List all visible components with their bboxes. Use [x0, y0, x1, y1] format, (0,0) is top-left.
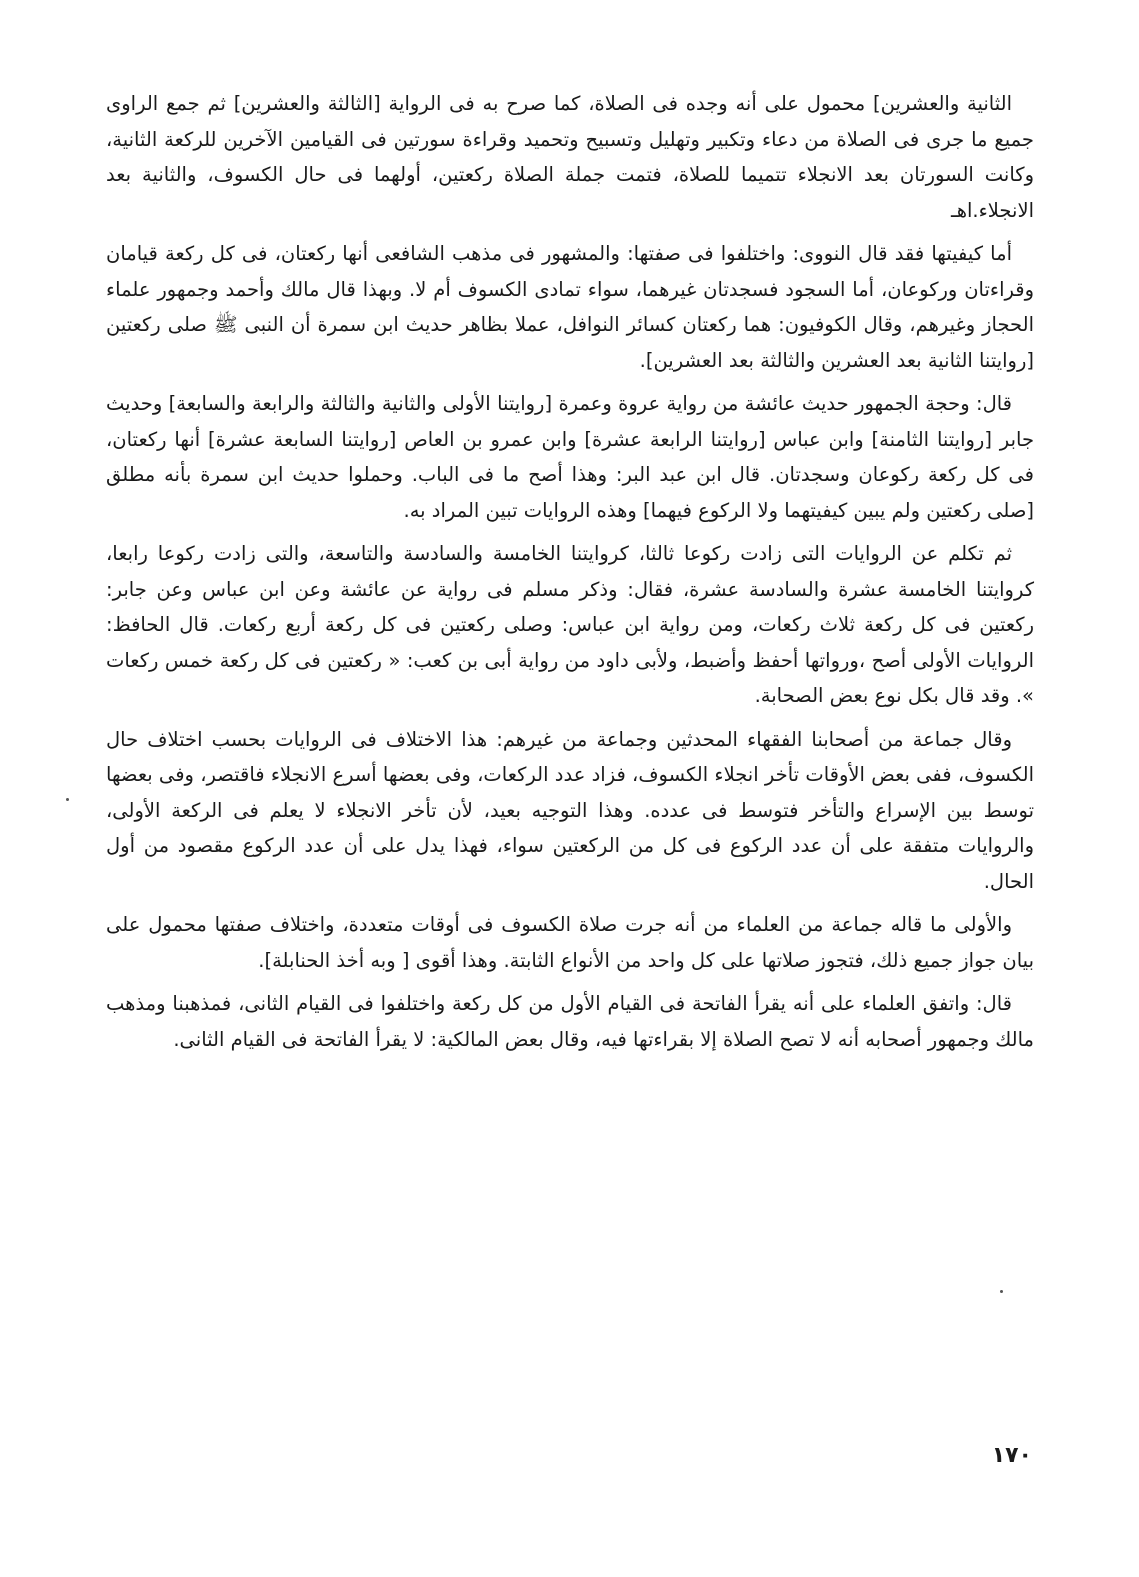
paragraph-3: قال: وحجة الجمهور حديث عائشة من رواية عروة وعمرة [روايتنا الأولى والثانية والثالثة والرابعة والسابعة] وحديث جابر [روايتنا الثامنة] وابن عباس [روايتنا الرابعة عشرة] وابن عمرو بن العاص [روايتنا السابعة عشرة] أنها ركعتان، فى كل ركعة ركوعان وسجدتان. قال ابن عبد البر: وهذا أصح ما فى الباب. وحملوا حديث ابن سمرة بأنه مطلق [صلى ركعتين ولم يبين كيفيتهما ولا الركوع فيهما] وهذه الروايات تبين المراد به. — [106, 392, 1034, 522]
paragraph-7: قال: واتفق العلماء على أنه يقرأ الفاتحة فى القيام الأول من كل ركعة واختلفوا فى القيام الثانى، فمذهبنا ومذهب مالك وجمهور أصحابه أنه لا تصح الصلاة إلا بقراءتها فيه، وقال بعض المالكية: لا يقرأ الفاتحة فى القيام الثانى. — [106, 992, 1034, 1051]
paragraph-2: أما كيفيتها فقد قال النووى: واختلفوا فى صفتها: والمشهور فى مذهب الشافعى أنها ركعتان، فى كل ركعة قيامان وقراءتان وركوعان، أما السجود فسجدتان غيرهما، سواء تمادى الكسوف أم لا. وبهذا قال مالك وأحمد وجمهور علماء الحجاز وغيرهم، وقال الكوفيون: هما ركعتان كسائر النوافل، عملا بظاهر حديث ابن سمرة أن النبى ﷺ صلى ركعتين [روايتنا الثانية بعد العشرين والثالثة بعد العشرين]. — [106, 242, 1034, 372]
page-number: ١٧٠ — [991, 1443, 1032, 1468]
body-text — [106, 86, 1034, 1057]
paragraph-5: وقال جماعة من أصحابنا الفقهاء المحدثين وجماعة من غيرهم: هذا الاختلاف فى الروايات بحسب اختلاف حال الكسوف، ففى بعض الأوقات تأخر انجلاء الكسوف، فزاد عدد الركعات، وفى بعضها أسرع الانجلاء فاقتصر، وفى بعضها توسط بين الإسراع والتأخر فتوسط فى عدده. وهذا التوجيه بعيد، لأن تأخر الانجلاء لا يعلم فى الركعة الأولى، والروايات متفقة على أن عدد الركوع فى كل من الركعتين سواء، فهذا يدل على أن عدد الركوع مقصود من أول الحال. — [106, 727, 1034, 893]
paragraph-4: ثم تكلم عن الروايات التى زادت ركوعا ثالثا، كروايتنا الخامسة والسادسة والتاسعة، والتى زادت ركوعا رابعا، كروايتنا الخامسة عشرة والسادسة عشرة، فقال: وذكر مسلم فى رواية عن عائشة وعن ابن عباس وعن جابر: ركعتين فى كل ركعة ثلاث ركعات، ومن رواية ابن عباس: وصلى ركعتين فى كل ركعة أربع ركعات. قال الحافظ: الروايات الأولى أصح ،ورواتها أحفظ وأضبط، ولأبى داود من رواية أبى بن كعب: « ركعتين فى كل ركعة خمس ركعات ». وقد قال بكل نوع بعض الصحابة. — [106, 542, 1034, 707]
scan-speck — [66, 798, 69, 801]
paragraph-6: والأولى ما قاله جماعة من العلماء من أنه جرت صلاة الكسوف فى أوقات متعددة، واختلاف صفتها محمول على بيان جواز جميع ذلك، فتجوز صلاتها على كل واحد من الأنواع الثابتة. وهذا أقوى [ وبه أخذ الحنابلة]. — [106, 913, 1034, 972]
scan-speck — [1000, 1290, 1003, 1293]
paragraph-1: الثانية والعشرين] محمول على أنه وجده فى الصلاة، كما صرح به فى الرواية [الثالثة والعشرين] ثم جمع الراوى جميع ما جرى فى الصلاة من دعاء وتكبير وتهليل وتسبيح وتحميد وقراءة سورتين فى القيامين الآخرين للركعة الثانية، وكانت السورتان بعد الانجلاء تتميما للصلاة، فتمت جملة الصلاة ركعتين، أولهما فى حال الكسوف، والثانية بعد الانجلاء.اهـ — [106, 92, 1034, 222]
